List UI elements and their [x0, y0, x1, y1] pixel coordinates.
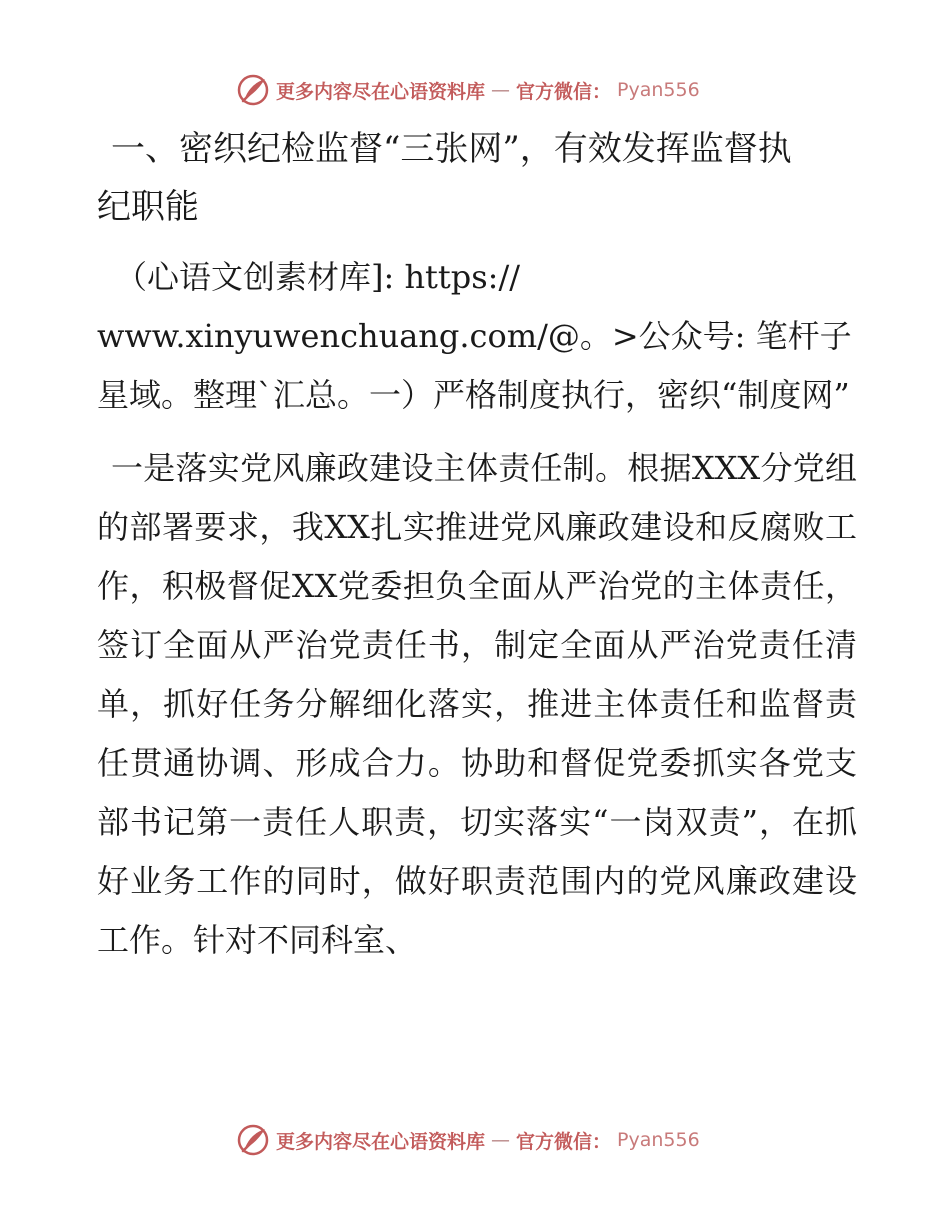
- feather-quill-icon: [236, 1123, 270, 1157]
- watermark-wechat-label: 官方微信：: [516, 80, 612, 103]
- footer-watermark: [236, 1122, 700, 1158]
- watermark-wechat-label: 官方微信：: [516, 1130, 612, 1153]
- document-body: [97, 120, 857, 970]
- watermark-wechat-id: Pyan556: [617, 79, 700, 101]
- body-paragraph: 一是落实党风廉政建设主体责任制。根据XXX分党组的部署要求，我XX扎实推进党风廉政建设和反腐败工作，积极督促XX党委担负全面从严治党的主体责任，签订全面从严治党责任书，制定全面从严治党责任清单，抓好任务分解细化落实，推进主体责任和监督责任贯通协调、形成合力。协助和督促党委抓实各党支部书记第一责任人职责，切实落实“一岗双责”，在抓好业务工作的同时，做好职责范围内的党风廉政建设工作。针对不同科室、: [97, 449, 857, 959]
- feather-quill-icon: [236, 73, 270, 107]
- source-note: [97, 248, 857, 425]
- watermark-separator: —: [491, 79, 511, 101]
- source-note-line1: （心语文创素材库]: https://: [115, 258, 521, 296]
- watermark-brand-text: 更多内容尽在心语资料库: [276, 1130, 486, 1153]
- watermark-brand-text: 更多内容尽在心语资料库: [276, 80, 486, 103]
- watermark-wechat-id: Pyan556: [617, 1129, 700, 1151]
- section-heading-line2: 纪职能: [97, 187, 199, 227]
- section-heading: [97, 120, 857, 236]
- watermark-separator: —: [491, 1129, 511, 1151]
- section-heading-line1: 一、密织纪检监督“三张网”，有效发挥监督执: [111, 129, 792, 169]
- header-watermark: [236, 72, 700, 108]
- source-note-line2: www.xinyuwenchuang.com/@。>公众号: 笔杆子星域。整理`汇总。一）严格制度执行，密织“制度网”: [97, 317, 852, 414]
